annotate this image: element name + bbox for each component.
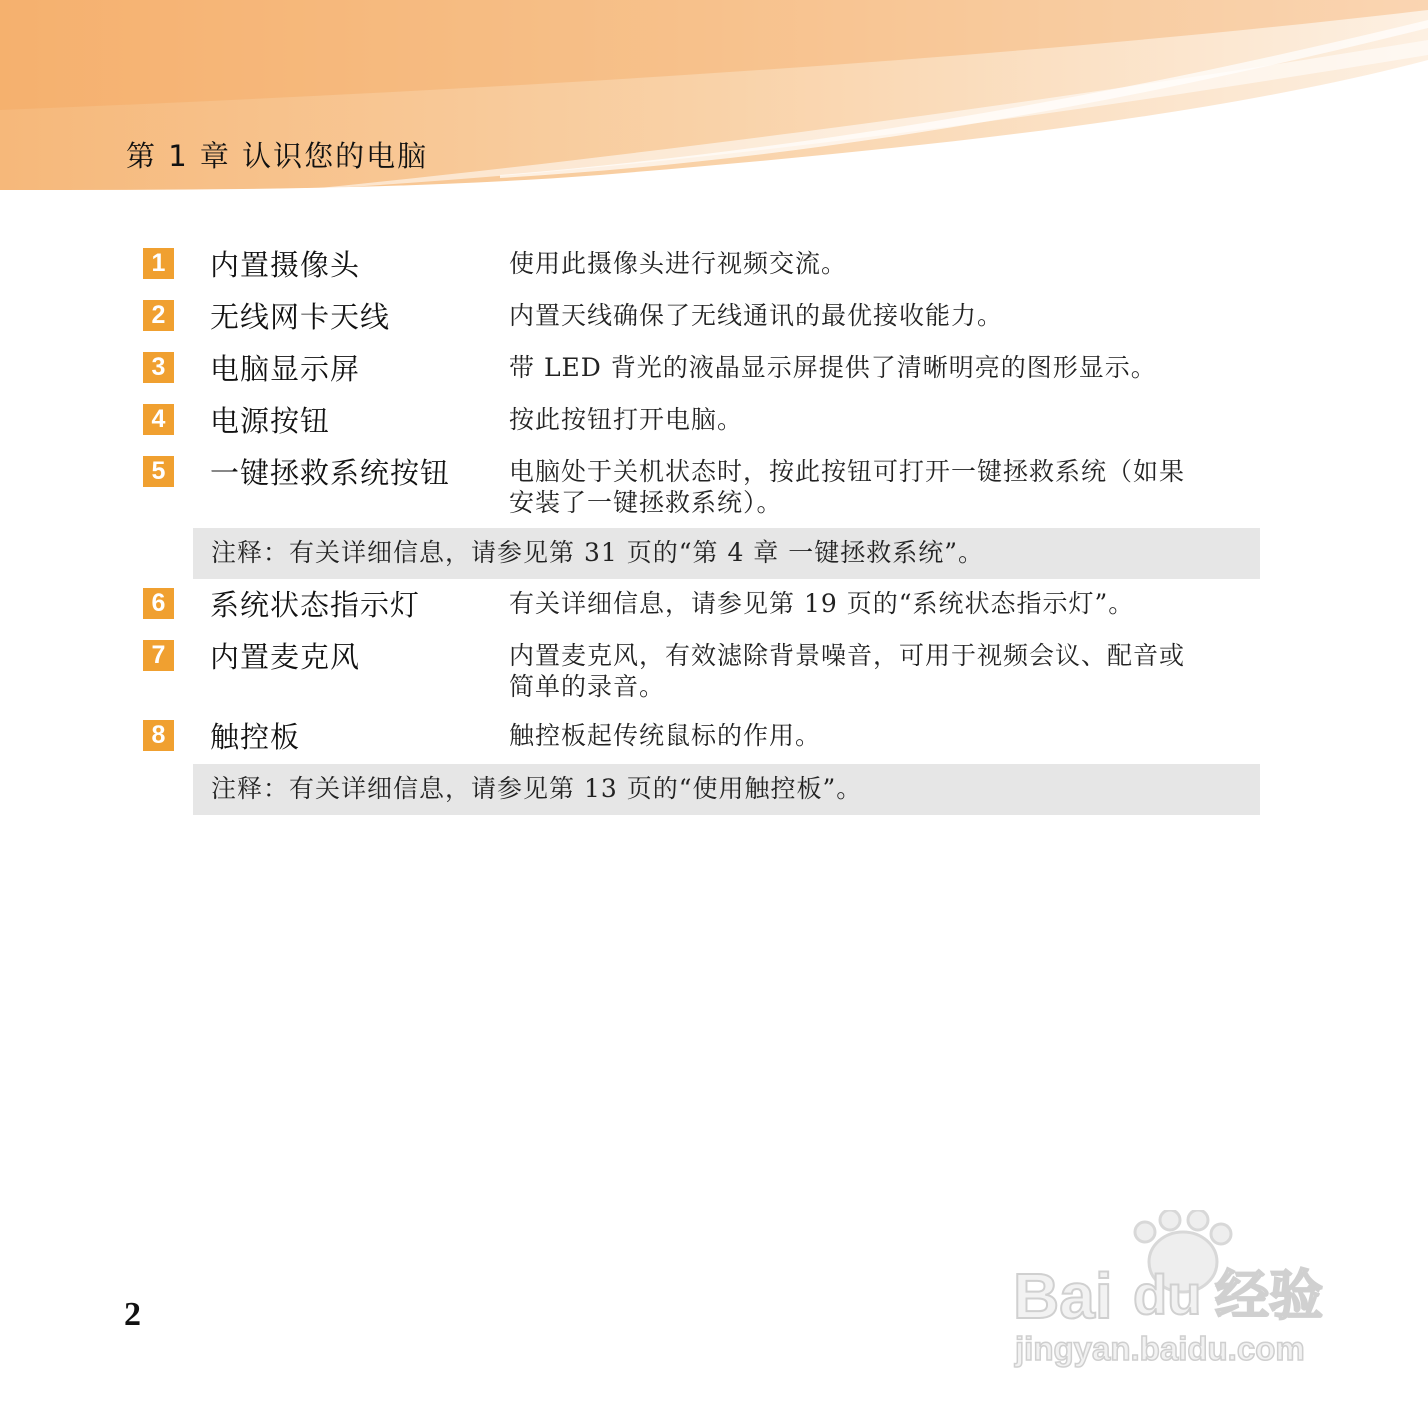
item-name: 系统状态指示灯: [210, 588, 421, 622]
note-body: 有关详细信息，请参见第 13 页的“使用触控板”。: [289, 774, 863, 803]
note-body: 有关详细信息，请参见第 31 页的“第 4 章 一键拯救系统”。: [289, 538, 985, 567]
item-name: 无线网卡天线: [210, 300, 391, 334]
item-name: 一键拯救系统按钮: [210, 456, 451, 490]
item-name: 电脑显示屏: [210, 352, 361, 386]
item-number-badge: 2: [143, 300, 174, 331]
item-number-badge: 5: [143, 456, 174, 487]
item-name: 内置摄像头: [210, 248, 361, 282]
item-description: 带 LED 背光的液晶显示屏提供了清晰明亮的图形显示。: [509, 353, 1157, 382]
item-description: 触控板起传统鼠标的作用。: [509, 721, 822, 750]
item-description: 按此按钮打开电脑。: [509, 405, 744, 434]
item-name: 触控板: [210, 720, 301, 754]
note-text: [211, 772, 862, 806]
item-name: 内置麦克风: [210, 640, 361, 674]
item-description-line-1: 电脑处于关机状态时，按此按钮可打开一键拯救系统（如果: [509, 457, 1186, 486]
item-name: 电源按钮: [210, 404, 331, 438]
item-description-line-1: 内置麦克风，有效滤除背景噪音，可用于视频会议、配音或: [509, 641, 1186, 670]
note-box: [193, 764, 1260, 815]
item-number-badge: 3: [143, 352, 174, 383]
item-description-line-2: 简单的录音。: [509, 672, 666, 701]
svg-text:du: du: [1133, 1263, 1202, 1326]
svg-text:jingyan.baidu.com: jingyan.baidu.com: [1015, 1330, 1305, 1367]
chapter-title: 第 1 章 认识您的电脑: [126, 139, 429, 173]
item-number-badge: 4: [143, 404, 174, 435]
note-label: 注释：: [211, 774, 290, 803]
note-text: [211, 536, 984, 570]
item-number-badge: 7: [143, 640, 174, 671]
item-description-line-2: 安装了一键拯救系统）。: [509, 488, 783, 517]
item-description: 有关详细信息，请参见第 19 页的“系统状态指示灯”。: [509, 589, 1135, 618]
svg-text:Bai: Bai: [1013, 1260, 1113, 1332]
item-number-badge: 1: [143, 248, 174, 279]
page-number: 2: [124, 1296, 141, 1333]
note-box: [193, 528, 1260, 579]
item-description: 使用此摄像头进行视频交流。: [509, 249, 848, 278]
note-label: 注释：: [211, 538, 290, 567]
svg-text:经验: 经验: [1215, 1264, 1323, 1327]
item-description: 内置天线确保了无线通讯的最优接收能力。: [509, 301, 1004, 330]
item-number-badge: 6: [143, 588, 174, 619]
baidu-jingyan-watermark: [1005, 1210, 1350, 1375]
item-number-badge: 8: [143, 720, 174, 751]
